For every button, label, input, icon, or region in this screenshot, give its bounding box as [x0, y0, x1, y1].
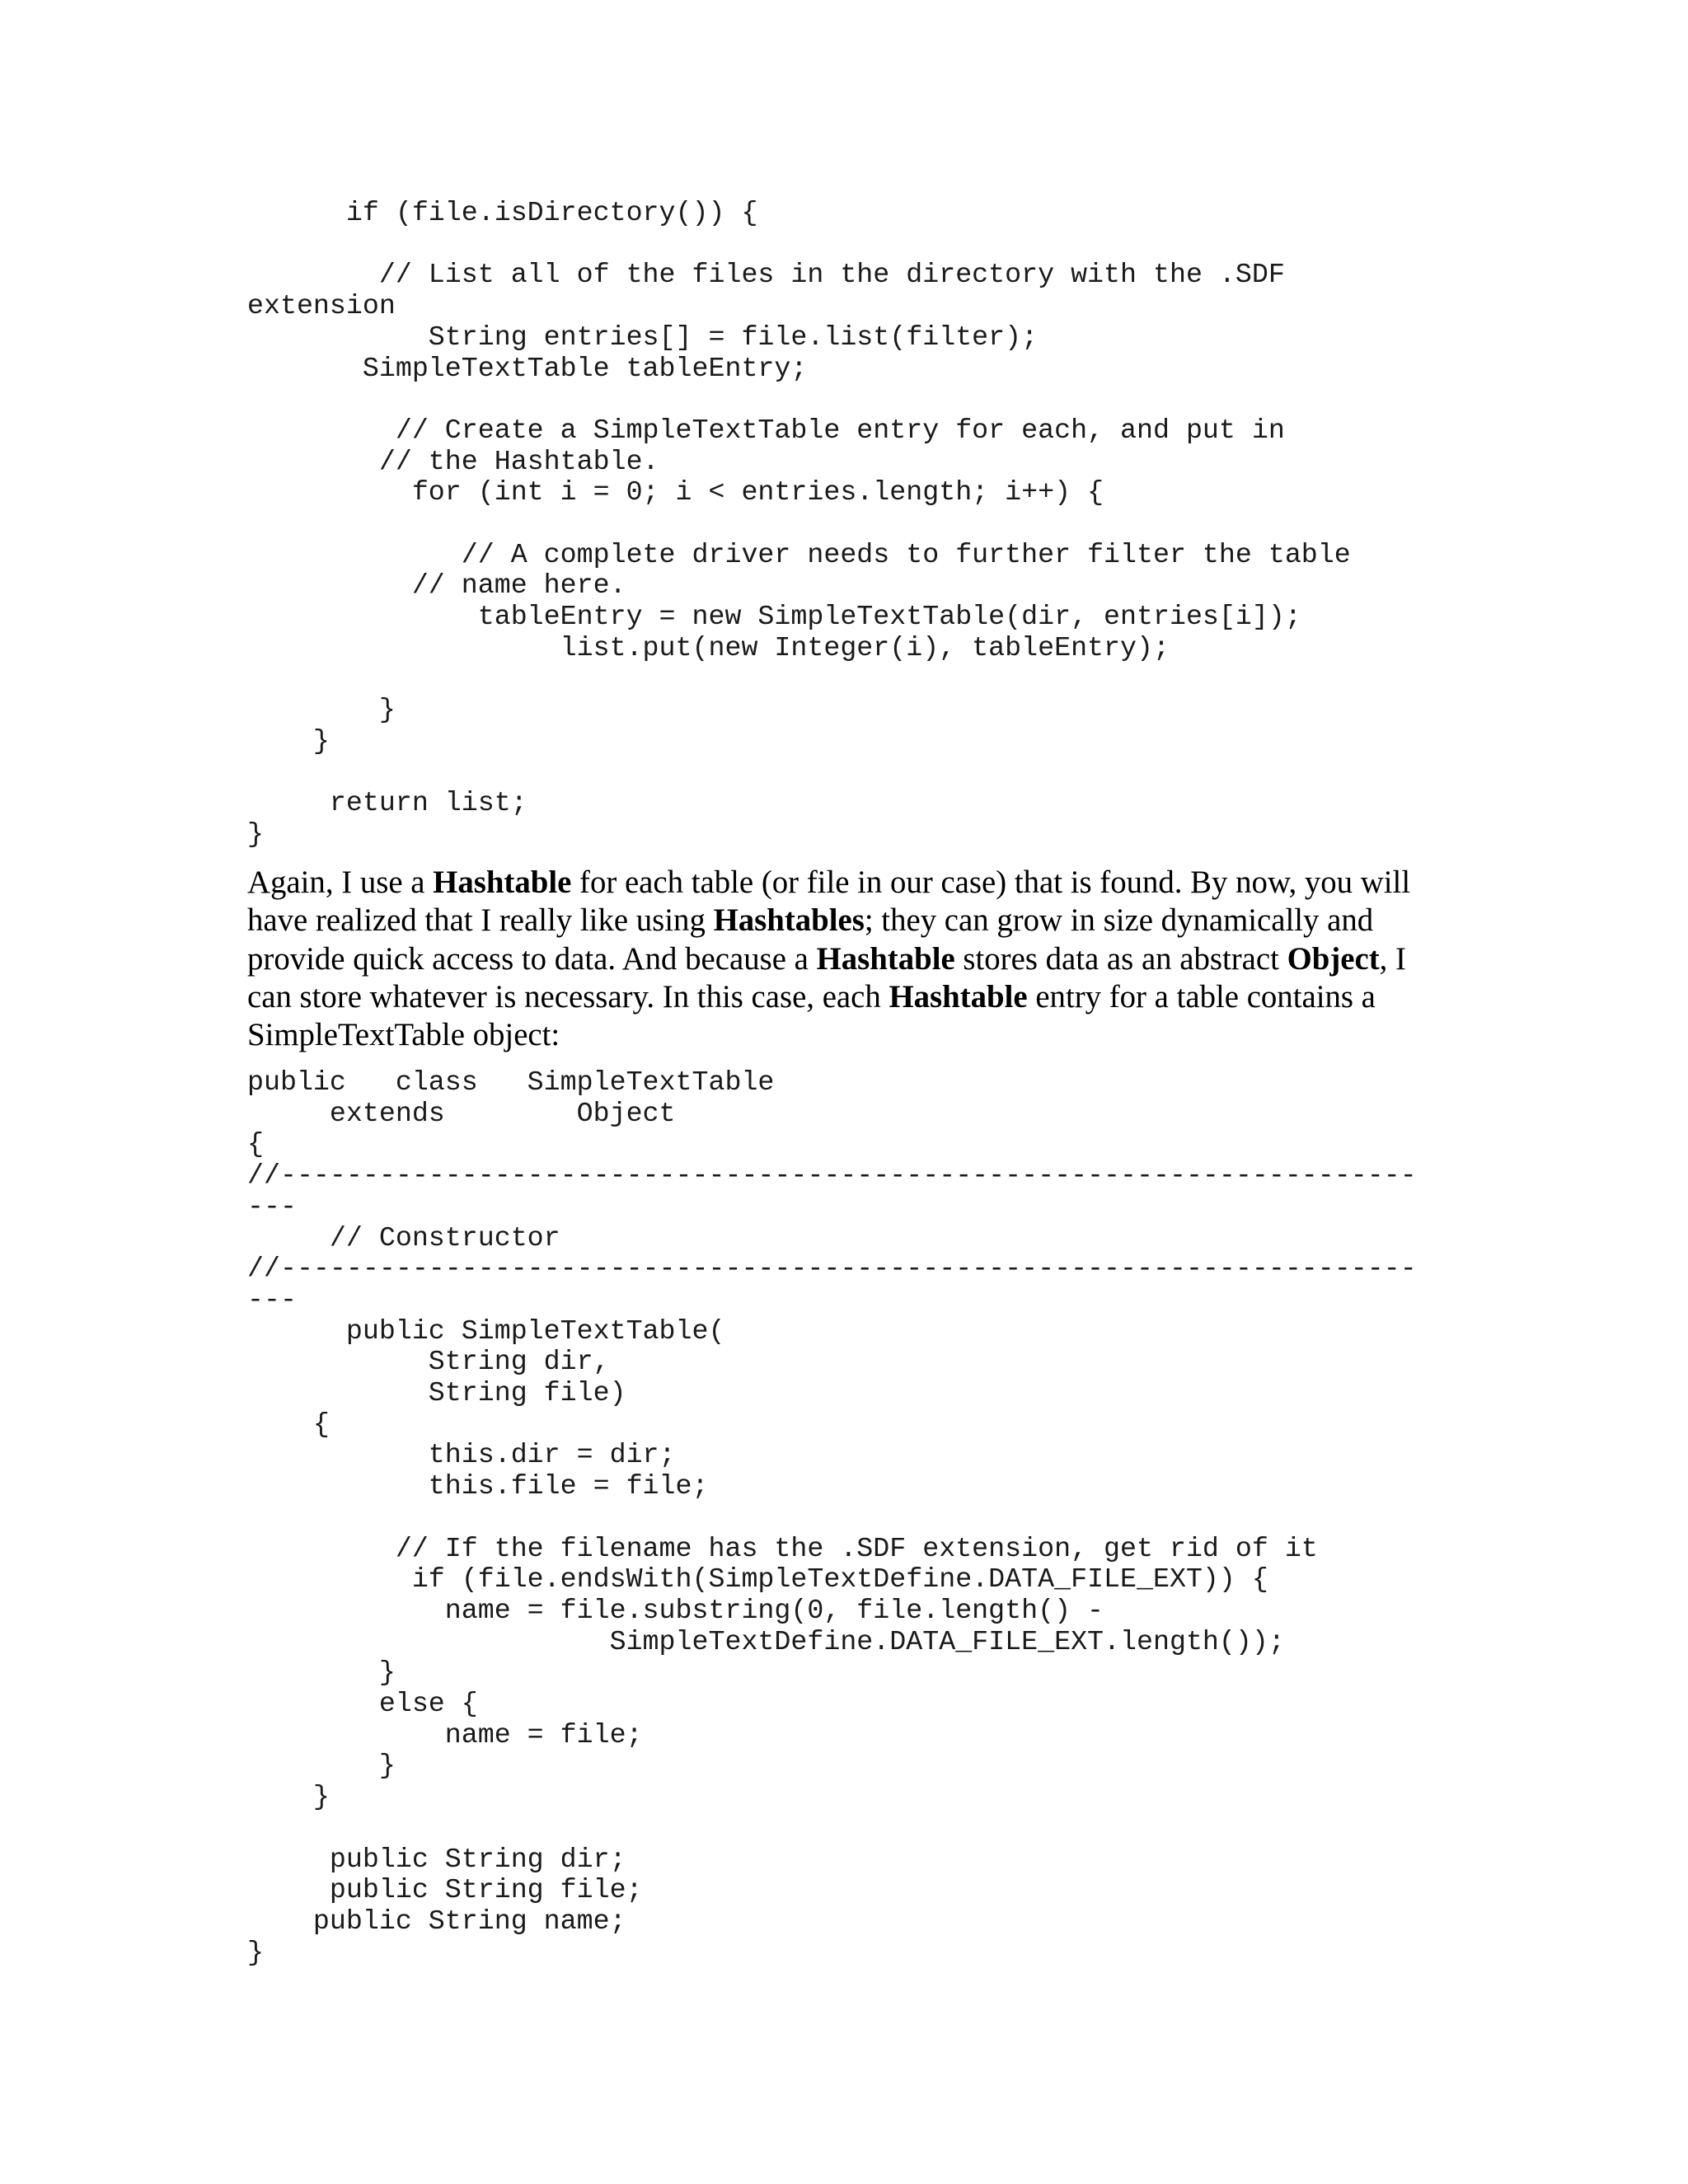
code-line: String entries[] = file.list(filter);	[247, 321, 1039, 353]
code-line: public String name;	[247, 1905, 626, 1937]
code-line: tableEntry = new SimpleTextTable(dir, entries[i]);	[247, 601, 1301, 633]
bold-term: Object	[1287, 940, 1380, 977]
code-line: else {	[247, 1688, 478, 1719]
code-line: // name here.	[247, 569, 626, 602]
code-line: return list;	[247, 787, 528, 819]
code-line: public String dir;	[247, 1843, 626, 1875]
code-line: }	[247, 1657, 396, 1689]
paragraph-text: Again, I use a	[247, 865, 434, 900]
code-line: if (file.endsWith(SimpleTextDefine.DATA_FILE_EXT)) {	[247, 1563, 1268, 1596]
code-line: ---	[247, 1190, 297, 1222]
code-line: }	[247, 1781, 330, 1813]
code-line: public class SimpleTextTable	[247, 1066, 775, 1098]
code-line: // If the filename has the .SDF extension, get rid of it	[247, 1532, 1318, 1564]
code-line: extension	[247, 290, 396, 322]
code-line: }	[247, 1936, 264, 1968]
code-line: }	[247, 818, 264, 850]
code-line: {	[247, 1128, 264, 1160]
code-line: SimpleTextTable tableEntry;	[247, 352, 808, 384]
code-line: String file)	[247, 1377, 626, 1408]
code-line: public String file;	[247, 1874, 643, 1906]
code-line: // Create a SimpleTextTable entry for each, and put in	[247, 414, 1285, 446]
paragraph-text: for each table (or file in our case) that is found. By now, you will have realized that I really like using	[247, 865, 1411, 939]
code-line: name = file.substring(0, file.length() -	[247, 1594, 1104, 1626]
code-line: extends Object	[247, 1097, 676, 1129]
code-line: }	[247, 724, 330, 757]
paragraph-text: ; they can grow in size dynamically and provide quick access to data. And because a	[247, 902, 1374, 977]
paragraph-text: stores data as an abstract	[954, 940, 1287, 977]
bold-term: Hashtable	[889, 978, 1028, 1015]
code-line: name = file;	[247, 1718, 643, 1750]
paragraph-text: entry for a table contains a SimpleTextTable object:	[247, 978, 1376, 1053]
code-line: for (int i = 0; i < entries.length; i++) {	[247, 476, 1104, 509]
code-line: list.put(new Integer(i), tableEntry);	[247, 631, 1170, 663]
paragraph-text: , I can store whatever is necessary. In this case, each	[247, 940, 1406, 1015]
code-line: //---------------------------------------------------------------------	[247, 1160, 1417, 1192]
code-line: {	[247, 1408, 330, 1440]
code-line: //---------------------------------------------------------------------	[247, 1253, 1417, 1285]
code-line: String dir,	[247, 1346, 610, 1378]
code-line: // List all of the files in the directory with the .SDF	[247, 259, 1285, 291]
code-line: }	[247, 1750, 396, 1782]
bold-term: Hashtable	[816, 940, 955, 977]
hashtable-explanation-paragraph	[247, 864, 1434, 1054]
code-line: this.file = file;	[247, 1470, 709, 1502]
code-line: }	[247, 694, 396, 726]
bold-term: Hashtable	[433, 865, 572, 900]
code-line: public SimpleTextTable(	[247, 1315, 725, 1347]
code-line: SimpleTextDefine.DATA_FILE_EXT.length());	[247, 1625, 1285, 1657]
code-line: this.dir = dir;	[247, 1439, 676, 1471]
code-line: ---	[247, 1283, 297, 1315]
code-line: if (file.isDirectory()) {	[247, 197, 758, 228]
code-line: // A complete driver needs to further filter the table	[247, 538, 1351, 570]
bold-term: Hashtables	[713, 902, 865, 939]
code-line: // the Hashtable.	[247, 445, 659, 477]
code-line: // Constructor	[247, 1221, 560, 1254]
